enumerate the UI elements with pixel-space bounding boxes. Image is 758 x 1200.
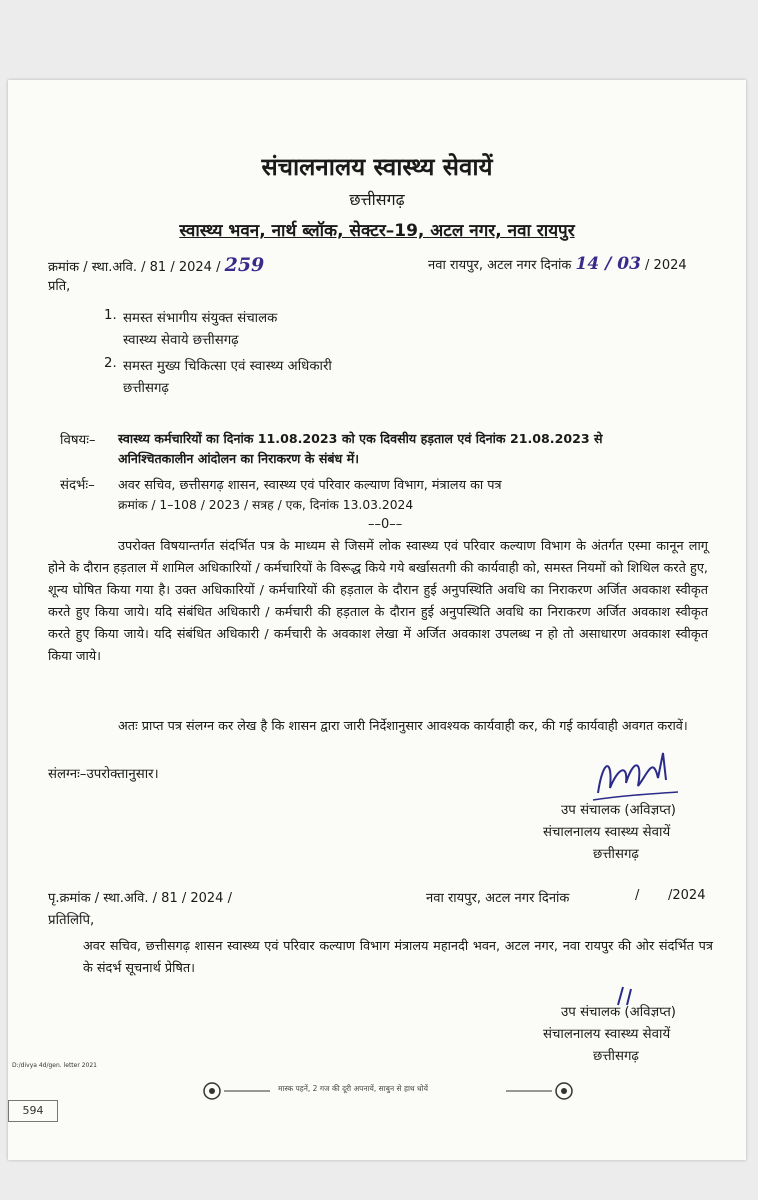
page-stamp: 594 — [8, 1100, 58, 1122]
recipient-2-line2: छत्तीसगढ़ — [123, 381, 169, 396]
copy-number: पृ.क्रमांक / स्था.अवि. / 81 / 2024 / — [48, 891, 232, 906]
copy-place-date: नवा रायपुर, अटल नगर दिनांक — [426, 891, 570, 906]
subject-label: विषयः– — [60, 433, 96, 448]
to-label: प्रति, — [48, 279, 71, 294]
letter-sheet — [8, 80, 746, 1160]
copy-year: /2024 — [668, 888, 706, 903]
signature1-office: संचालनालय स्वास्थ्य सेवायें — [543, 825, 671, 840]
enclosure: संलग्नः–उपरोक्तानुसार। — [48, 767, 159, 782]
recipient-1-line2: स्वास्थ्य सेवाये छत्तीसगढ़ — [123, 333, 239, 348]
recipient-2-line1: समस्त मुख्य चिकित्सा एवं स्वास्थ्य अधिकारी — [123, 359, 332, 374]
signature2-office: संचालनालय स्वास्थ्य सेवायें — [543, 1027, 671, 1042]
footer-motto-band — [198, 1080, 578, 1102]
recipient-2-num: 2. — [104, 356, 117, 371]
ref-number-handwritten: 259 — [224, 254, 265, 276]
reference-label: संदर्भः– — [60, 478, 95, 493]
recipient-1-num: 1. — [104, 308, 117, 323]
signature2-state: छत्तीसगढ़ — [593, 1049, 639, 1064]
copy-label: प्रतिलिपि, — [48, 913, 95, 928]
ref-date-handwritten: 14 / 03 — [575, 254, 641, 274]
signature2-designation: उप संचालक (अविज्ञप्त) — [561, 1005, 676, 1020]
ref-date: नवा रायपुर, अटल नगर दिनांक 14 / 03 / 2024 — [428, 254, 687, 274]
reference-line2: क्रमांक / 1–108 / 2023 / सत्रह / एक, दिनांक 13.03.2024 — [118, 498, 414, 512]
paragraph-2: अतः प्राप्त पत्र संलग्न कर लेख है कि शासन द्वारा जारी निर्देशानुसार आवश्यक कार्यवाही कर, की गई कार्यवाही अवगत करावें। — [118, 719, 688, 734]
copy-date-slash: / — [635, 888, 640, 903]
paragraph-1: उपरोक्त विषयान्तर्गत संदर्भित पत्र के माध्यम से जिसमें लोक स्वास्थ्य एवं परिवार कल्याण विभाग के अंतर्गत एस्मा कानून लागू होने के दौरान हड़ताल में शामिल अधिकारियों / कर्मचारियों के विरूद्ध किये गये बर्खासतगी की कार्यवाही को, समस्त नियमों को शिथिल करते हुए, शून्य घोषित किया गया है। उक्त अधिकारियों / कर्मचारियों की हड़ताल के दौरान हुई अनुपस्थिति अवधि का निराकरण अर्जित अवकाश स्वीकृत करते हुए किया जाये। यदि संबंधित अधिकारी / कर्मचारी की हड़ताल के दौरान हुई अनुपस्थिति अवधि का निराकरण अर्जित अवकाश स्वीकृत करते हुए किया जाये। यदि संबंधित अधिकारी / कर्मचारी के अवकाश लेखा में अर्जित अवकाश उपलब्ध न हो तो असाधारण अवकाश स्वीकृत किया जाये। — [48, 539, 708, 664]
copy-text: अवर सचिव, छत्तीसगढ़ शासन स्वास्थ्य एवं परिवार कल्याण विभाग मंत्रालय महानदी भवन, अटल नगर, नवा रायपुर की ओर संदर्भित पत्र के संदर्भ सूचनार्थ प्रेषित। — [83, 939, 713, 976]
recipient-1-line1: समस्त संभागीय संयुक्त संचालक — [123, 311, 278, 326]
separator: ––0–– — [368, 517, 403, 532]
signature1-designation: उप संचालक (अविज्ञप्त) — [561, 803, 676, 818]
office-title: संचालनालय स्वास्थ्य सेवायें — [261, 153, 493, 181]
office-address: स्वास्थ्य भवन, नार्थ ब्लॉक, सेक्टर–19, अटल नगर, नवा रायपुर — [179, 221, 575, 241]
ref-number: क्रमांक / स्था.अवि. / 81 / 2024 / 259 — [48, 254, 265, 276]
file-path: D:/divya 4d/gen. letter 2021 — [12, 1062, 97, 1069]
signature-scribble-1 — [588, 748, 698, 808]
reference-line1: अवर सचिव, छत्तीसगढ़ शासन, स्वास्थ्य एवं परिवार कल्याण विभाग, मंत्रालय का पत्र — [118, 478, 502, 493]
office-state: छत्तीसगढ़ — [349, 190, 405, 209]
footer-motto-text: मास्क पहनें, 2 गज की दूरी अपनायें, साबुन से हाथ धोयें — [278, 1084, 428, 1093]
subject-line1: स्वास्थ्य कर्मचारियों का दिनांक 11.08.2023 को एक दिवसीय हड़ताल एवं दिनांक 21.08.2023 से — [118, 431, 603, 446]
subject-line2: अनिश्चितकालीन आंदोलन का निराकरण के संबंध में। — [118, 451, 359, 466]
signature1-state: छत्तीसगढ़ — [593, 847, 639, 862]
